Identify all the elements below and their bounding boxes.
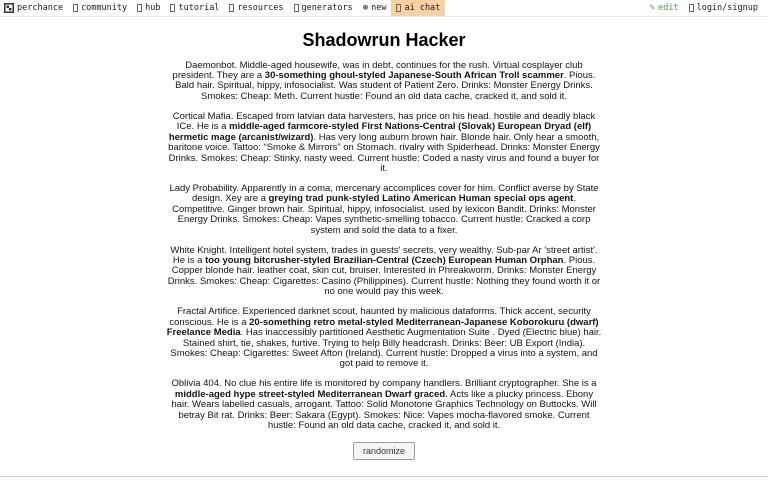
character-description [166, 246, 602, 298]
randomize-button[interactable]: randomize [353, 442, 415, 460]
character-text: . Competitive. Ginger brown hair. Spiritual, hippy, infosocialist. used by lexicon Bandit. Drinks: Monster Energy Drinks. Smokes: Cheap: Vapes synthetic-smelling tobacco. Current hustle: Cracked a corp system and sold the data to a fixer. [172, 193, 596, 236]
page-title: Shadowrun Hacker [302, 30, 466, 50]
character-text: Fractal Artifice. Experienced darknet scout, haunted by malicious dataforms. Thick accent, security conscious. He is a [169, 306, 591, 328]
nav-item-label: generators [301, 3, 353, 13]
character-text: . Has inaccessibly partitioned Aesthetic Augmentation Suite . Dyed (Electric blue) hair. Stained shirt, tie, shakes, furtive. Trying to help Billy headcrash. Drinks: Beer: UB Export (India). Smokes: Cheap: Cigarettes: Sweet Afton (Ireland). Current hustle: Dropped a virus into a system, and got paid to remove it. [170, 327, 602, 370]
nav-item-label: resources [237, 3, 284, 13]
user-icon [689, 4, 694, 12]
character-text: Oblivia 404. No clue his entire life is monitored by company handlers. Brilliant cryptographer. She is a [171, 378, 597, 390]
character-text: . Pious. Bald hair. Spiritual, hippy, infosocialist. Was student of Patient Zero. Drinks: Monster Energy Drinks. Smokes: Cheap: Meth. Current hustle: Found an old data cache, cracked it, and sold it. [175, 69, 596, 102]
new-plus-icon: ⊕ [362, 2, 369, 13]
generator-output-frame [0, 17, 768, 477]
pencil-icon: ✎ [649, 2, 656, 13]
nav-item-label: tutorial [178, 3, 220, 13]
character-description [166, 379, 602, 431]
brand-perchance[interactable] [4, 0, 68, 16]
brand-label: perchance [17, 3, 64, 13]
character-highlight: 30-something ghoul-styled Japanese-South African Troll scammer [264, 69, 564, 81]
nav-item-tutorial[interactable] [165, 0, 224, 16]
character-description [166, 184, 602, 236]
resources-icon [229, 4, 234, 12]
login-signup-button[interactable] [684, 0, 763, 16]
character-text: Daemonbot. Middle-aged housewife, was in debt, continues for the rush. Virtual cosplayer club president. They are a [172, 59, 583, 81]
nav-item-ai-chat[interactable] [391, 0, 445, 16]
nav-item-label: hub [145, 3, 161, 13]
randomize-row [0, 441, 768, 460]
character-highlight: too young bitcrusher-styled Brazilian-Central (Czech) European Human Orphan [205, 255, 564, 266]
nav-item-label: ai chat [404, 3, 441, 13]
nav-item-new[interactable] [358, 0, 392, 16]
character-text: . Pious. Copper blonde hair. leather coat, skin cut, bruiser. Interested in Phreakworm. Drinks: Monster Energy Drinks. Smokes: Cheap: Cigarettes: Casino (Philippines). Current hustle: Nothing they found worth it or no one would pay this week. [167, 255, 601, 298]
nav-item-label: community [81, 3, 128, 13]
character-text: . Acts like a plucky princess. Ebony hair. Wears labelled casuals, arrogant. Tattoo: Solid Monotone Graphics Technology on Buttocks. Will betray Bit rat. Drinks: Beer: Sakara (Egypt). Smokes: Nice: Vapes mocha-flavored smoke. Current hustle: Found an old data cache, cracked it, and sold it. [171, 388, 597, 432]
character-description [166, 112, 602, 175]
edit-label: edit [658, 3, 679, 13]
character-text: White Knight. Intelligent hotel system, trades in guests' secrets, very wealthy. Sub-par Ar 'street artist'. He is a [170, 244, 598, 266]
character-list [166, 61, 602, 432]
nav-item-generators[interactable] [289, 0, 358, 16]
tutorial-icon [170, 4, 175, 12]
nav-item-hub[interactable] [132, 0, 165, 16]
nav-item-resources[interactable] [224, 0, 288, 16]
character-text: Cortical Mafia. Escaped from latvian data harvesters, has price on his head. hostile and deadly black ICe. He is a [172, 110, 596, 133]
topbar-spacer [445, 0, 644, 16]
character-description [166, 307, 602, 370]
edit-button[interactable] [645, 0, 684, 16]
ai-chat-icon [396, 4, 401, 12]
nav-item-community[interactable] [68, 0, 132, 16]
perchance-logo-icon [4, 3, 14, 13]
character-highlight: middle-aged farmcore-styled First Nations-Central (Slovak) European Dryad (elf) hermetic mage (arcanist/wizard) [168, 121, 592, 143]
community-icon [73, 4, 78, 12]
nav-item-label: new [371, 3, 387, 13]
hub-icon [137, 4, 142, 12]
character-highlight: 20-something retro metal-styled Mediterranean-Japanese Koborokuru (dwarf) Freelance Media [166, 316, 599, 339]
login-signup-label: login/signup [696, 3, 758, 13]
generators-icon [294, 4, 299, 12]
character-description [166, 61, 602, 103]
topbar [0, 0, 768, 17]
character-highlight: greying trad punk-styled Latino American Human special ops agent [268, 193, 574, 205]
character-highlight: middle-aged hype street-styled Mediterranean Dwarf graced [174, 388, 446, 400]
character-text: Lady Probability. Apparently in a coma, mercenary accomplices cover for him. Conflict averse by State design. Xey are a [169, 182, 599, 205]
character-text: . Has very long auburn brown hair. Blonde hair. Only hear a smooth, baritone voice. Tattoo: “Smoke & Mirrors” on Stomach. rivalry with Spiderhead. Drinks: Monster Energy Drinks. Smokes: Cheap: Stinky, nasty weed. Current hustle: Coded a nasty virus and found a buyer for it. [168, 131, 600, 174]
